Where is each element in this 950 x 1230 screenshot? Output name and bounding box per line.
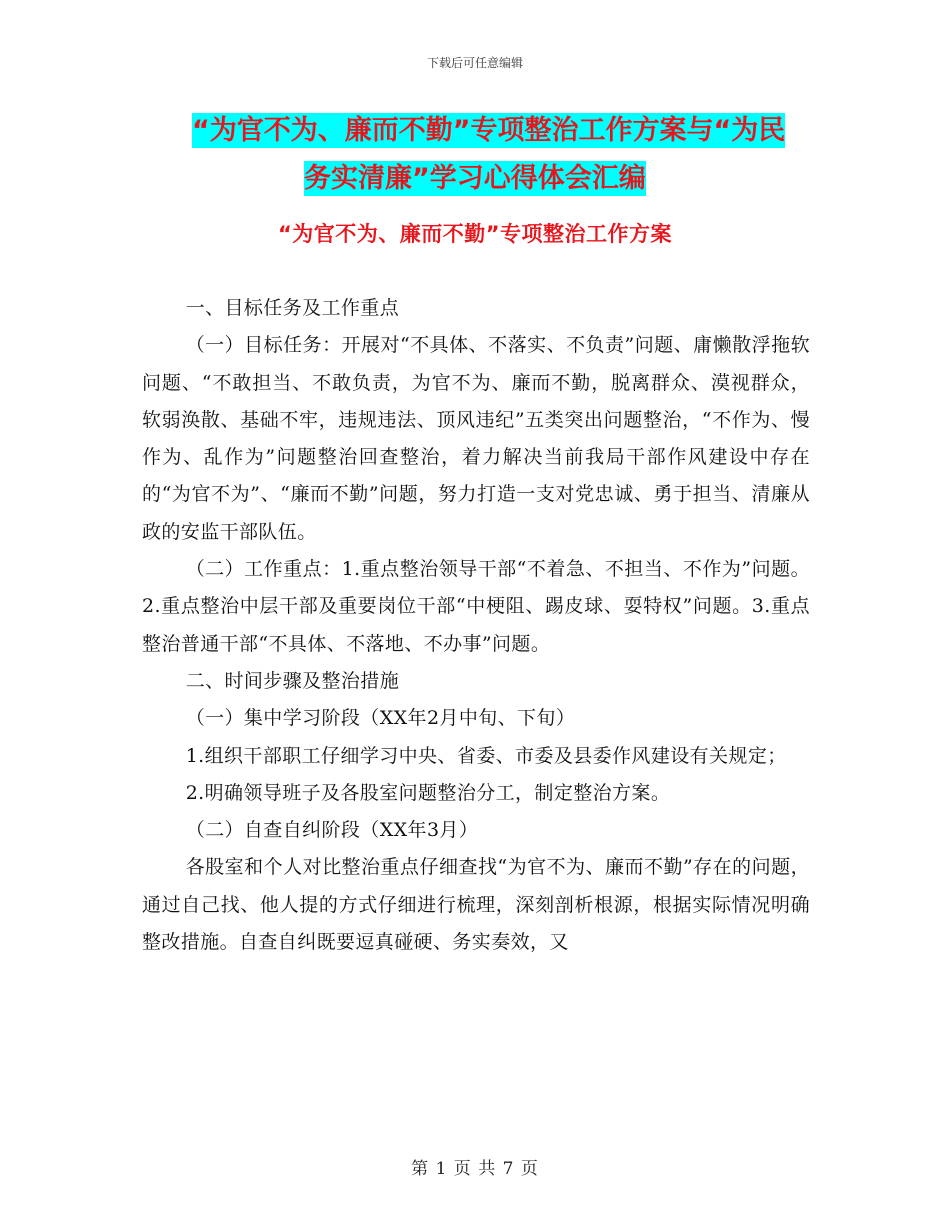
document-title-line-1 [192,108,812,154]
paragraph: 1.组织干部职工仔细学习中央、省委、市委及县委作风建设有关规定； [185,744,787,767]
document-title-line-2 [304,156,664,202]
paragraph: 2.明确领导班子及各股室问题整治分工，制定整治方案。 [185,781,671,804]
title-highlight-2: 务实清廉”学习心得体会汇编 [304,163,646,194]
paragraph-heading-2: 二、时间步骤及整治措施 [185,669,400,692]
paragraph: （二）工作重点：1.重点整治领导干部“不着急、不担当、不作为”问题。2.重点整治中层干部及重要岗位干部“中梗阻、踢皮球、耍特权”问题。3.重点整治普通干部“不具体、不落地、不办事”问题。 [142,558,810,655]
page-header-note: 下载后可任意编辑 [426,56,523,70]
paragraph-heading-1: 一、目标任务及工作重点 [185,297,400,319]
page-footer: 第 1 页 共 7 页 [411,1159,539,1179]
section-title: “为官不为、廉而不勤”专项整治工作方案 [277,222,673,246]
document-body [142,290,810,961]
paragraph-subheading: （二）自查自纠阶段（XX年3月） [185,819,479,842]
paragraph: （一）目标任务：开展对“不具体、不落实、不负责”问题、庸懒散浮拖软问题、“不敢担当、不敢负责，为官不为、廉而不勤，脱离群众、漠视群众，软弱涣散、基础不牢，违规违法、顶风违纪”五类突出问题整治，“不作为、慢作为、乱作为”问题整治回查整治，着力解决当前我局干部作风建设中存在的“为官不为”、“廉而不勤”问题，努力打造一支对党忠诚、勇于担当、清廉从政的安监干部队伍。 [142,334,810,543]
paragraph: 各股室和个人对比整治重点仔细查找“为官不为、廉而不勤”存在的问题，通过自己找、他人提的方式仔细进行梳理，深刻剖析根源，根据实际情况明确整改措施。自查自纠既要逗真碰硬、务实奏效，又 [142,856,810,954]
title-highlight-1: “为官不为、廉而不勤”专项整治工作方案与“为民 [192,115,786,146]
paragraph-subheading: （一）集中学习阶段（XX年2月中旬、下旬） [185,707,576,730]
